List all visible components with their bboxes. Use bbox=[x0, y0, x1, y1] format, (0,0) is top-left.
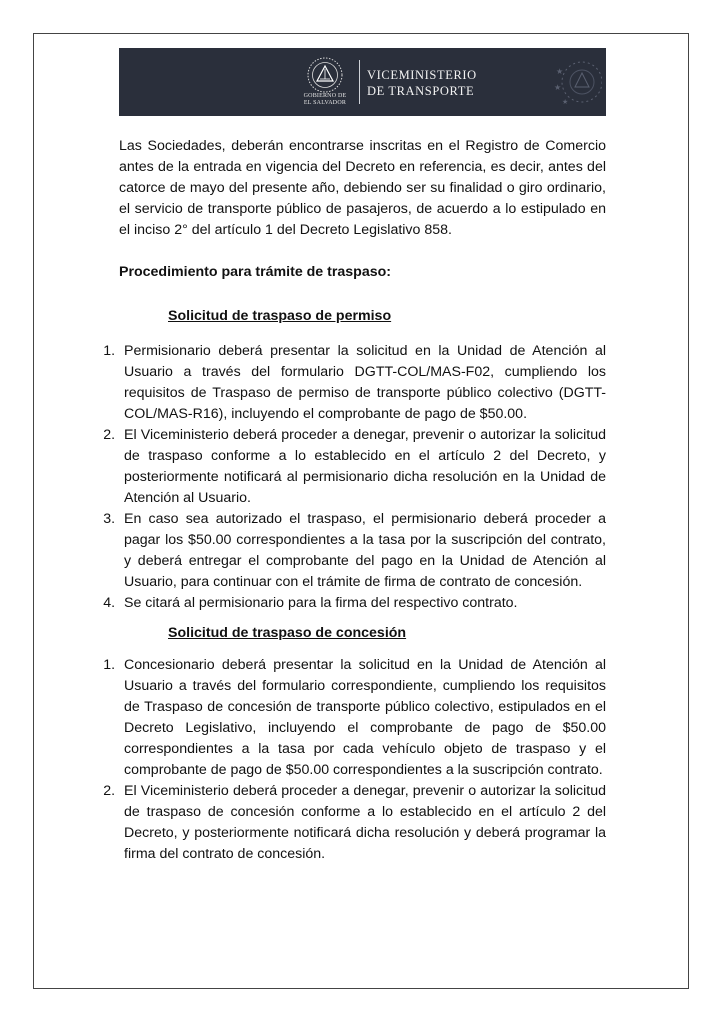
list-item: 3. En caso sea autorizado el traspaso, el permisionario deberá proceder a pagar los $50.00 correspondientes a la tasa por la suscripción del contrato, y deberá entregar el comprobante del pago en la Unidad de Atención al Usuario, para continuar con el trámite de firma de contrato de concesión. bbox=[119, 509, 606, 593]
svg-text:★: ★ bbox=[556, 67, 564, 76]
permit-section-title: Solicitud de traspaso de permiso bbox=[168, 308, 392, 324]
concession-section-title: Solicitud de traspaso de concesión bbox=[168, 625, 407, 641]
concession-steps-list bbox=[96, 655, 606, 865]
procedure-title: Procedimiento para trámite de traspaso: bbox=[119, 264, 392, 280]
decorative-stars-icon bbox=[552, 56, 602, 108]
list-item: 4. Se citará al permisionario para la firma del respectivo contrato. bbox=[119, 593, 606, 614]
government-label: GOBIERNO DE EL SALVADOR bbox=[303, 93, 347, 106]
header-banner bbox=[119, 48, 606, 116]
svg-text:★: ★ bbox=[554, 83, 562, 92]
document-body bbox=[119, 136, 606, 865]
svg-text:★: ★ bbox=[562, 98, 569, 106]
list-item: 1. Permisionario deberá presentar la solicitud en la Unidad de Atención al Usuario a través del formulario DGTT-COL/MAS-F02, cumpliendo los requisitos de Traspaso de permiso de transporte público colectivo (DGTT-COL/MAS-R16), incluyendo el comprobante de pago de $50.00. bbox=[119, 341, 606, 425]
list-item: 2. El Viceministerio deberá proceder a denegar, prevenir o autorizar la solicitud de traspaso conforme a lo establecido en el artículo 2 del Decreto, y posteriormente notificará al permisionario dicha resolución en la Unidad de Atención al Usuario. bbox=[119, 425, 606, 509]
list-item: 1. Concesionario deberá presentar la solicitud en la Unidad de Atención al Usuario a través del formulario correspondiente, cumpliendo los requisitos de Traspaso de concesión de transporte público colectivo, estipulados en el Decreto Legislativo, incluyendo el comprobante de pago de $50.00 correspondientes a la tasa por cada vehículo objeto de traspaso y el comprobante de pago de $50.00 correspondientes a la suscripción contrato. bbox=[119, 655, 606, 781]
ministry-name: VICEMINISTERIO DE TRANSPORTE bbox=[367, 68, 477, 98]
permit-steps-list bbox=[96, 341, 606, 614]
intro-paragraph: Las Sociedades, deberán encontrarse inscritas en el Registro de Comercio antes de la entrada en vigencia del Decreto en referencia, es decir, antes del catorce de mayo del presente año, debiendo ser su finalidad o giro ordinario, el servicio de transporte público de pasajeros, de acuerdo a lo estipulado en el inciso 2° del artículo 1 del Decreto Legislativo 858. bbox=[119, 138, 606, 238]
el-salvador-emblem-icon bbox=[305, 55, 345, 95]
header-divider bbox=[359, 60, 360, 104]
list-item: 2. El Viceministerio deberá proceder a denegar, prevenir o autorizar la solicitud de traspaso de concesión conforme a lo establecido en el artículo 2 del Decreto, y posteriormente notificará dicha resolución y deberá programar la firma del contrato de concesión. bbox=[119, 781, 606, 865]
